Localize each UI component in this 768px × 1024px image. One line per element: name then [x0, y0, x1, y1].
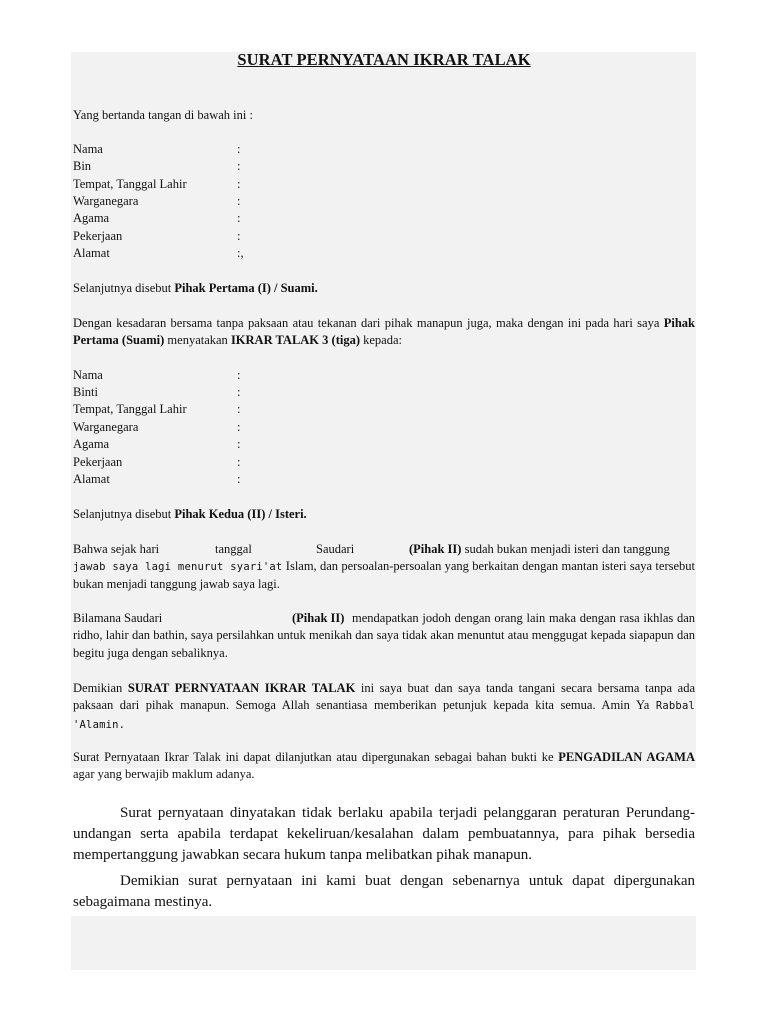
- field-label: Nama: [73, 142, 103, 156]
- court-name: PENGADILAN AGAMA: [558, 750, 695, 764]
- if-label: Bilamana Saudari: [73, 611, 163, 625]
- intro-line: Yang bertanda tangan di bawah ini :: [73, 108, 253, 122]
- final-statement-paragraph: Demikian surat pernyataan ini kami buat dengan sebenarnya untuk dapat dipergunakan sebagaimana mestinya.: [73, 873, 695, 910]
- reference-party: Pihak Pertama (I) / Suami.: [174, 281, 318, 295]
- handwritten-text: Rabbal 'Alamin.: [73, 700, 695, 731]
- date-label: tanggal: [215, 542, 252, 556]
- handwritten-text: jawab saya lagi menurut syari'at: [73, 561, 283, 573]
- since-text: Islam, dan persoalan-persoalan yang berkaitan dengan mantan isteri saya tersebut bukan menjadi tanggung jawab saya lagi.: [73, 559, 695, 592]
- field-label: Alamat: [73, 246, 110, 260]
- reference-text: Selanjutnya disebut: [73, 507, 175, 521]
- field-label: Pekerjaan: [73, 229, 123, 243]
- reference-party: Pihak Kedua (II) / Isteri.: [174, 507, 307, 521]
- since-text: sudah bukan menjadi isteri dan tanggung: [461, 542, 670, 556]
- since-label: Bahwa sejak hari: [73, 542, 160, 556]
- field-colon: :: [237, 211, 241, 225]
- field-label: Pekerjaan: [73, 455, 123, 469]
- declaration-text: menyatakan: [164, 333, 231, 348]
- field-label: Warganegara: [73, 194, 139, 208]
- since-continuation: [73, 558, 695, 594]
- declaration-party: Pihak Pertama (Suami): [73, 316, 695, 348]
- closing-text: ini saya buat dan saya tanda tangani secara bersama tanpa ada paksaan dari pihak manapun. Semoga Allah senantiasa memberikan petunjuk kepada kita semua. Amin Ya: [73, 681, 695, 713]
- party-two: (Pihak II): [409, 542, 462, 556]
- evidence-text: Surat Pernyataan Ikrar Talak ini dapat dilanjutkan atau dipergunakan sebagai bahan bukti ke: [73, 750, 559, 764]
- reference-text: Selanjutnya disebut: [73, 281, 175, 295]
- closing-title: SURAT PERNYATAAN IKRAR TALAK: [127, 681, 356, 695]
- field-label: Nama: [73, 368, 103, 382]
- field-colon: :: [237, 177, 241, 191]
- party-two: (Pihak II): [292, 611, 345, 625]
- field-label: Tempat, Tanggal Lahir: [73, 402, 187, 416]
- field-label: Agama: [73, 211, 110, 225]
- field-colon: :: [237, 229, 241, 243]
- saudari-label: Saudari: [316, 542, 355, 556]
- field-colon: :: [237, 159, 241, 173]
- field-colon: :,: [237, 246, 244, 260]
- declaration-text: kepada:: [360, 333, 402, 348]
- declaration-text: Dengan kesadaran bersama tanpa paksaan atau tekanan dari pihak manapun juga, maka dengan ini pada hari saya: [73, 316, 664, 330]
- field-colon: :: [237, 472, 241, 486]
- field-colon: :: [237, 420, 241, 434]
- declaration-paragraph: [73, 315, 695, 350]
- second-party-reference: [73, 506, 695, 523]
- field-label: Agama: [73, 437, 110, 451]
- declaration-talak: IKRAR TALAK 3 (tiga): [230, 333, 360, 348]
- since-line-rest: [409, 541, 670, 558]
- field-colon: :: [237, 455, 241, 469]
- field-label: Warganegara: [73, 420, 139, 434]
- field-label: Tempat, Tanggal Lahir: [73, 177, 187, 191]
- closing-paragraph: [73, 680, 695, 734]
- field-colon: :: [237, 368, 241, 382]
- field-label: Binti: [73, 385, 99, 399]
- document-page-bottom: [71, 916, 696, 970]
- since-first-line: [73, 541, 695, 558]
- void-clause-paragraph: Surat pernyataan dinyatakan tidak berlaku apabila terjadi pelanggaran peraturan Perundang-undangan serta apabila terdapat kekeliruan/kesalahan dalam pembuatannya, para pihak bersedia mempertanggung jawabkan secara hukum tanpa melibatkan pihak manapun.: [73, 805, 695, 863]
- field-colon: :: [237, 385, 241, 399]
- field-label: Bin: [73, 159, 92, 173]
- evidence-paragraph: [73, 749, 695, 784]
- field-colon: :: [237, 402, 241, 416]
- first-party-reference: [73, 280, 695, 297]
- field-colon: :: [237, 142, 241, 156]
- evidence-text: agar yang berwajib maklum adanya.: [73, 767, 255, 782]
- if-continuation: mendapatkan jodoh dengan orang lain maka dengan rasa ikhlas dan ridho, lahir dan bathin, saya persilahkan untuk menikah dan saya tidak akan menuntut atau menggugat kepada siapapun dan begitu juga dengan sebaliknya.: [73, 611, 695, 660]
- field-colon: :: [237, 437, 241, 451]
- closing-text: Demikian: [73, 681, 128, 695]
- field-colon: :: [237, 194, 241, 208]
- field-label: Alamat: [73, 472, 110, 486]
- document-title: SURAT PERNYATAAN IKRAR TALAK: [237, 50, 531, 69]
